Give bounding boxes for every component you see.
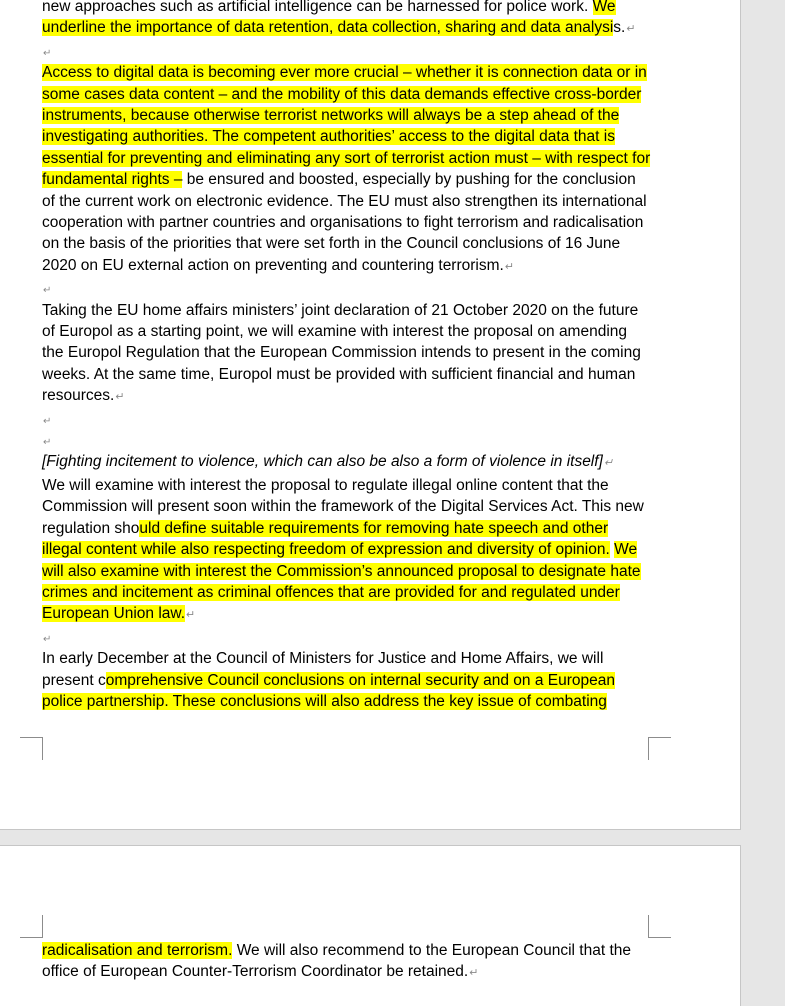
text-run: s. [613,19,626,37]
paragraph-council-conclusions[interactable] [42,648,652,712]
highlighted-text: radicalisation and terrorism. [42,942,233,959]
text-run: We will also recommend to the European Council that the office of European Counter-Terrorism Coordinator be retained. [42,942,632,981]
section-heading[interactable] [42,451,652,474]
paragraph-mark-icon: ↵ [186,609,196,622]
text-run: new approaches such as artificial intelligence can be harnessed for police work. [42,0,593,15]
empty-paragraph [42,278,652,299]
paragraph-illegal-content[interactable] [42,475,652,627]
paragraph-mark-icon: ↵ [43,437,52,449]
paragraph-data-retention[interactable] [42,0,652,41]
highlighted-text: We underline the importance of data retention, data collection, sharing and data analysi [42,0,616,37]
page-1-body[interactable] [42,0,652,712]
highlighted-text: We will also examine with interest the Commission’s announced proposal to designate hate crimes and incitement as criminal offences that are provided for and regulated under European Union law. [42,541,641,623]
text-run: Taking the EU home affairs ministers’ joint declaration of 21 October 2020 on the future of Europol as a starting point, we will examine with interest the proposal on amending the Europol Regulation that the European Commission intends to present in the coming weeks. At the same time, Europol must be provided with sufficient financial and human resources. [42,301,641,405]
paragraph-mark-icon: ↵ [43,285,52,297]
highlighted-text: uld define suitable requirements for removing hate speech and other illegal content while also respecting freedom of expression and diversity of opinion. [42,519,610,559]
paragraph-mark-icon: ↵ [504,260,515,273]
paragraph-mark-icon: ↵ [115,391,125,404]
paragraph-mark-icon: ↵ [43,415,52,427]
paragraph-mark-icon: ↵ [626,23,636,36]
margin-corner-mark [20,737,43,760]
page-2-body[interactable] [42,940,652,985]
text-run: We will examine with interest the proposal to regulate illegal online content that the Commission will present soon within the framework of the Digital Services Act. This new regulation sho [42,476,644,537]
text-run: In early December at the Council of Ministers for Justice and Home Affairs, we will present c [42,650,604,689]
text-run: be ensured and boosted, especially by pushing for the conclusion of the current work on electronic evidence. The EU must also strengthen its international cooperation with partner countries and organisations to fight terrorism and radicalisation on the basis of the priorities that were set forth in the Council conclusions of 16 June 2020 on EU external action on preventing and countering terrorism. [42,171,647,274]
paragraph-mark-icon: ↵ [469,967,479,980]
paragraph-digital-data[interactable] [42,62,652,278]
margin-corner-mark [648,737,671,760]
paragraph-mark-icon: ↵ [603,457,614,470]
highlighted-text: omprehensive Council conclusions on internal security and on a European police partnership. These conclusions will also address the key issue of combating [42,671,615,710]
paragraph-counter-terrorism-coordinator[interactable] [42,940,652,985]
paragraph-mark-icon: ↵ [43,47,52,59]
margin-corner-mark [648,915,671,938]
heading-text: [Fighting incitement to violence, which can also be also a form of violence in itself] [42,453,603,471]
paragraph-europol[interactable] [42,300,652,409]
empty-paragraph [42,409,652,430]
document-page-2 [0,845,741,1006]
empty-paragraph [42,430,652,451]
paragraph-mark-icon: ↵ [43,633,52,645]
empty-paragraph [42,41,652,62]
empty-paragraph [42,627,652,648]
margin-corner-mark [20,915,43,938]
highlighted-text: Access to digital data is becoming ever more crucial – whether it is connection data or in some cases data content – and the mobility of this data demands effective cross-border instruments, because otherwise terrorist networks will always be a step ahead of the investigating authorities. The competent authorities’ access to the digital data that is essential for preventing and eliminating any sort of terrorist action must – with respect for fundamental rights – [42,64,651,189]
